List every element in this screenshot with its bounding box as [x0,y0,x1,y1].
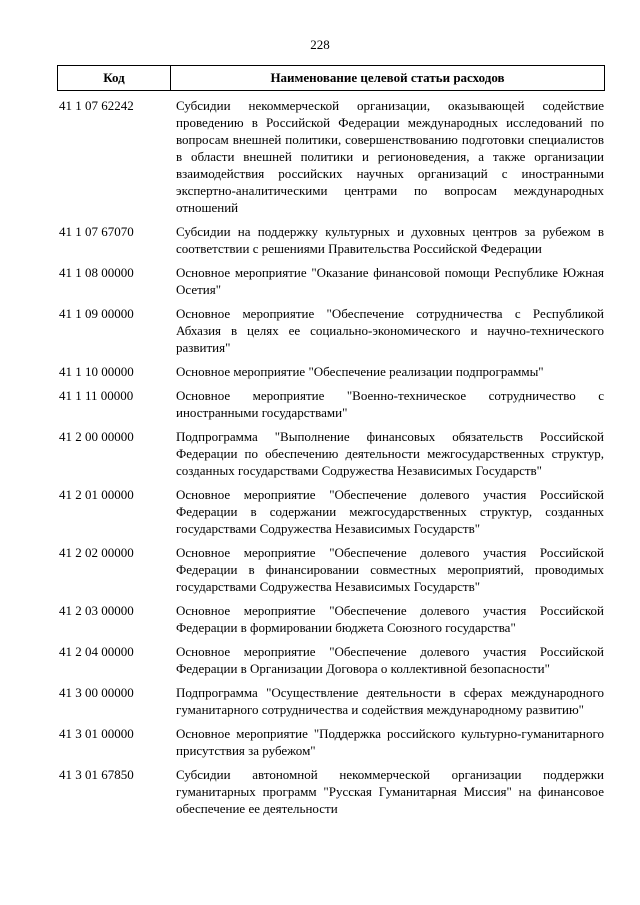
row-description: Субсидии на поддержку культурных и духовных центров за рубежом в соответствии с решениями Правительства Российской Федерации [176,224,604,256]
row-code: 41 1 07 62242 [59,98,134,113]
table-row [57,643,605,677]
table-row [57,387,605,421]
row-description: Основное мероприятие "Поддержка российского культурно-гуманитарного присутствия за рубежом" [176,726,604,758]
row-description: Основное мероприятие "Обеспечение долевого участия Российской Федерации в Организации Договора о коллективной безопасности" [176,644,604,676]
table-row [57,725,605,759]
row-code: 41 3 01 00000 [59,726,134,741]
row-description: Основное мероприятие "Обеспечение долевого участия Российской Федерации в содержании межгосударственных структур, созданных государствами Содружества Независимых Государств" [176,487,604,536]
table-row [57,223,605,257]
table-row [57,97,605,216]
row-description: Основное мероприятие "Обеспечение сотрудничества с Республикой Абхазия в целях ее социально-экономического и научно-технического развития" [176,306,604,355]
table-body [57,97,605,824]
table-row [57,264,605,298]
row-code: 41 2 02 00000 [59,545,134,560]
table-row [57,544,605,595]
row-description: Подпрограмма "Осуществление деятельности в сферах международного гуманитарного сотрудничества и содействия международному развитию" [176,685,604,717]
row-code: 41 1 11 00000 [59,388,134,403]
header-code: Код [58,66,171,90]
row-description: Субсидии автономной некоммерческой организации поддержки гуманитарных программ "Русская Гуманитарная Миссия" на финансовое обеспечение ее деятельности [176,767,604,816]
row-description: Основное мероприятие "Обеспечение долевого участия Российской Федерации в финансировании совместных мероприятий, проводимых государствами Содружества Независимых Государств" [176,545,604,594]
row-code: 41 2 04 00000 [59,644,134,659]
row-code: 41 2 03 00000 [59,603,134,618]
table-row [57,305,605,356]
table-row [57,684,605,718]
row-description: Основное мероприятие "Обеспечение долевого участия Российской Федерации в формировании бюджета Союзного государства" [176,603,604,635]
table-row [57,602,605,636]
row-code: 41 1 07 67070 [59,224,134,239]
row-code: 41 1 09 00000 [59,306,134,321]
row-description: Субсидии некоммерческой организации, оказывающей содействие проведению в Российской Федерации международных исследований по вопросам внешней политики, совершенствованию подготовки специалистов в области внешней политики и регионоведения, а также организации взаимодействия российских научных организаций с иностранными экспертно-аналитическими центрами по вопросам международных отношений [176,98,604,215]
row-code: 41 2 00 00000 [59,429,134,444]
row-code: 41 3 01 67850 [59,767,134,782]
row-description: Подпрограмма "Выполнение финансовых обязательств Российской Федерации по обеспечению деятельности межгосударственных структур, созданных государствами Содружества Независимых Государств" [176,429,604,478]
row-description: Основное мероприятие "Обеспечение реализации подпрограммы" [176,364,544,379]
table-row [57,428,605,479]
row-code: 41 1 08 00000 [59,265,134,280]
row-code: 41 1 10 00000 [59,364,134,379]
row-code: 41 2 01 00000 [59,487,134,502]
row-description: Основное мероприятие "Военно-техническое сотрудничество с иностранными государствами" [176,388,604,420]
row-description: Основное мероприятие "Оказание финансовой помощи Республике Южная Осетия" [176,265,604,297]
table-header [57,65,605,91]
page-number: 228 [310,37,330,52]
row-code: 41 3 00 00000 [59,685,134,700]
header-name: Наименование целевой статьи расходов [270,70,505,85]
table-row [57,766,605,817]
table-row [57,363,605,380]
table-row [57,486,605,537]
